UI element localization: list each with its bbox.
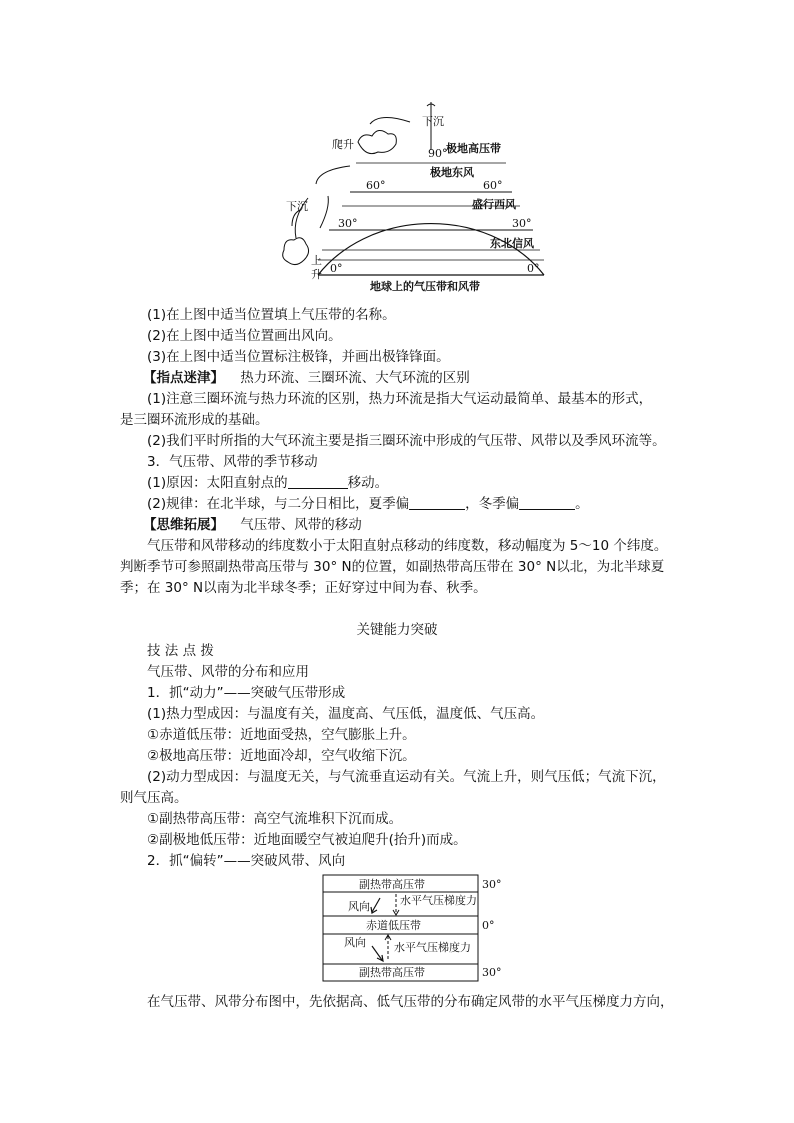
rule-text-mid: ，冬季偏 [465, 496, 520, 512]
pressure-wind-belt-diagram [270, 100, 555, 295]
lat60-right: 60° [483, 179, 503, 192]
climb-label: 爬升 [332, 138, 354, 151]
cause-text: (1)原因：太阳直射点的 [147, 475, 288, 491]
rising-flow-arrow-icon [320, 196, 328, 228]
question-2: (2)在上图中适当位置画出风向。 [147, 328, 342, 344]
extension-heading [143, 515, 362, 535]
gradient-label-top: 水平气压梯度力 [400, 894, 477, 907]
lat0-left: 0° [330, 262, 343, 275]
cause-text-end: 移动。 [347, 475, 389, 491]
tips-point-1a: (1)注意三圈环流与热力环流的区别，热力环流是指大气运动最简单、最基本的形式， [147, 391, 653, 407]
key-dynamic-b: 则气压高。 [120, 790, 188, 806]
extension-line-2: 判断季节可参照副热带高压带与 30° N的位置，如副热带高压带在 30° N以北，为北半球夏 [120, 559, 665, 575]
extension-title: 气压带、风带的移动 [240, 517, 362, 533]
tips-point-2: (2)我们平时所指的大气环流主要是指三圈环流中形成的气压带、风带以及季风环流等。 [147, 433, 666, 449]
section3-heading: 3．气压带、风带的季节移动 [147, 454, 318, 470]
winter-blank[interactable] [519, 495, 575, 510]
extension-line-3: 季；在 30° N以南为北半球冬季；正好穿过中间为春、秋季。 [120, 580, 487, 596]
summer-blank[interactable] [409, 495, 465, 510]
polar-high-label: 极地高压带 [446, 142, 501, 155]
left-rise-label-1: 上 [311, 254, 322, 267]
descending-flow-arrow-icon [316, 166, 350, 184]
cloud-icon [358, 130, 396, 153]
band-top-label: 副热带高压带 [359, 878, 425, 891]
gradient-label-bottom: 水平气压梯度力 [394, 941, 471, 954]
tips-title: 热力环流、三圈环流、大气环流的区别 [240, 370, 470, 386]
tips-heading [143, 368, 470, 388]
pressure-wind-belt-figure [270, 100, 555, 295]
lat0: 0° [482, 919, 495, 932]
lat30-left: 30° [338, 217, 358, 230]
band-eq-label: 赤道低压带 [366, 919, 421, 932]
rule-text-end: 。 [575, 496, 589, 512]
key-heading-1: 1．抓“动力”——突破气压带形成 [147, 685, 346, 701]
wind-label-bottom: 风向 [344, 936, 366, 949]
key-polar-high: ②极地高压带：近地面冷却，空气收缩下沉。 [147, 748, 416, 764]
tips-bracket: 【指点迷津】 [143, 370, 224, 386]
key-thermal: (1)热力型成因：与温度有关，温度高、气压低，温度低、气压高。 [147, 706, 545, 722]
trade-wind-label: 东北信风 [490, 237, 534, 250]
band-bottom-label: 副热带高压带 [359, 966, 425, 979]
key-heading-2: 2．抓“偏转”——突破风带、风向 [147, 853, 346, 869]
lat30-bottom: 30° [482, 966, 502, 979]
tips-point-1b: 是三圈环流形成的基础。 [120, 412, 269, 428]
polar-easterly-label: 极地东风 [430, 166, 474, 179]
rule-text: (2)规律：在北半球，与二分日相比，夏季偏 [147, 496, 410, 512]
westerly-label: 盛行西风 [472, 198, 516, 211]
key-subpolar-low: ②副极地低压带：近地面暖空气被迫爬升(抬升)而成。 [147, 832, 467, 848]
section3-cause [147, 473, 388, 493]
wind-label-top: 风向 [348, 900, 370, 913]
top-sink-label: 下沉 [422, 115, 444, 128]
section3-rule [147, 494, 589, 514]
cloud-icon [283, 238, 309, 265]
lat0-right: 0° [527, 262, 540, 275]
lat60-left: 60° [366, 179, 386, 192]
extension-line-1: 气压带和风带移动的纬度数小于太阳直射点移动的纬度数，移动幅度为 5～10 个纬度。 [147, 538, 668, 554]
question-3: (3)在上图中适当位置标注极锋，并画出极锋锋面。 [147, 349, 450, 365]
lat30-top: 30° [482, 878, 502, 891]
question-1: (1)在上图中适当位置填上气压带的名称。 [147, 307, 396, 323]
key-dynamic-a: (2)动力型成因：与温度无关，与气流垂直运动有关。气流上升，则气压低；气流下沉， [147, 769, 666, 785]
key-title: 关键能力突破 [356, 622, 438, 638]
pole-latitude: 90° [428, 147, 448, 160]
key-topic: 气压带、风带的分布和应用 [147, 664, 309, 680]
key-subtitle: 技 法 点 拨 [147, 643, 214, 659]
left-sink-label: 下沉 [286, 200, 308, 213]
lat30-right: 30° [512, 217, 532, 230]
key-equatorial-low: ①赤道低压带：近地面受热，空气膨胀上升。 [147, 727, 416, 743]
final-paragraph: 在气压带、风带分布图中，先依据高、低气压带的分布确定风带的水平气压梯度力方向， [147, 994, 674, 1010]
upper-flow-arrow-icon [370, 117, 410, 124]
wind-band-diagram [322, 874, 507, 986]
wind-band-figure [322, 874, 507, 986]
figure-caption: 地球上的气压带和风带 [370, 280, 480, 293]
cause-blank[interactable] [288, 474, 348, 489]
left-rise-label-2: 升 [311, 268, 322, 281]
extension-bracket: 【思维拓展】 [143, 517, 224, 533]
key-subtropical-high: ①副热带高压带：高空气流堆积下沉而成。 [147, 811, 403, 827]
